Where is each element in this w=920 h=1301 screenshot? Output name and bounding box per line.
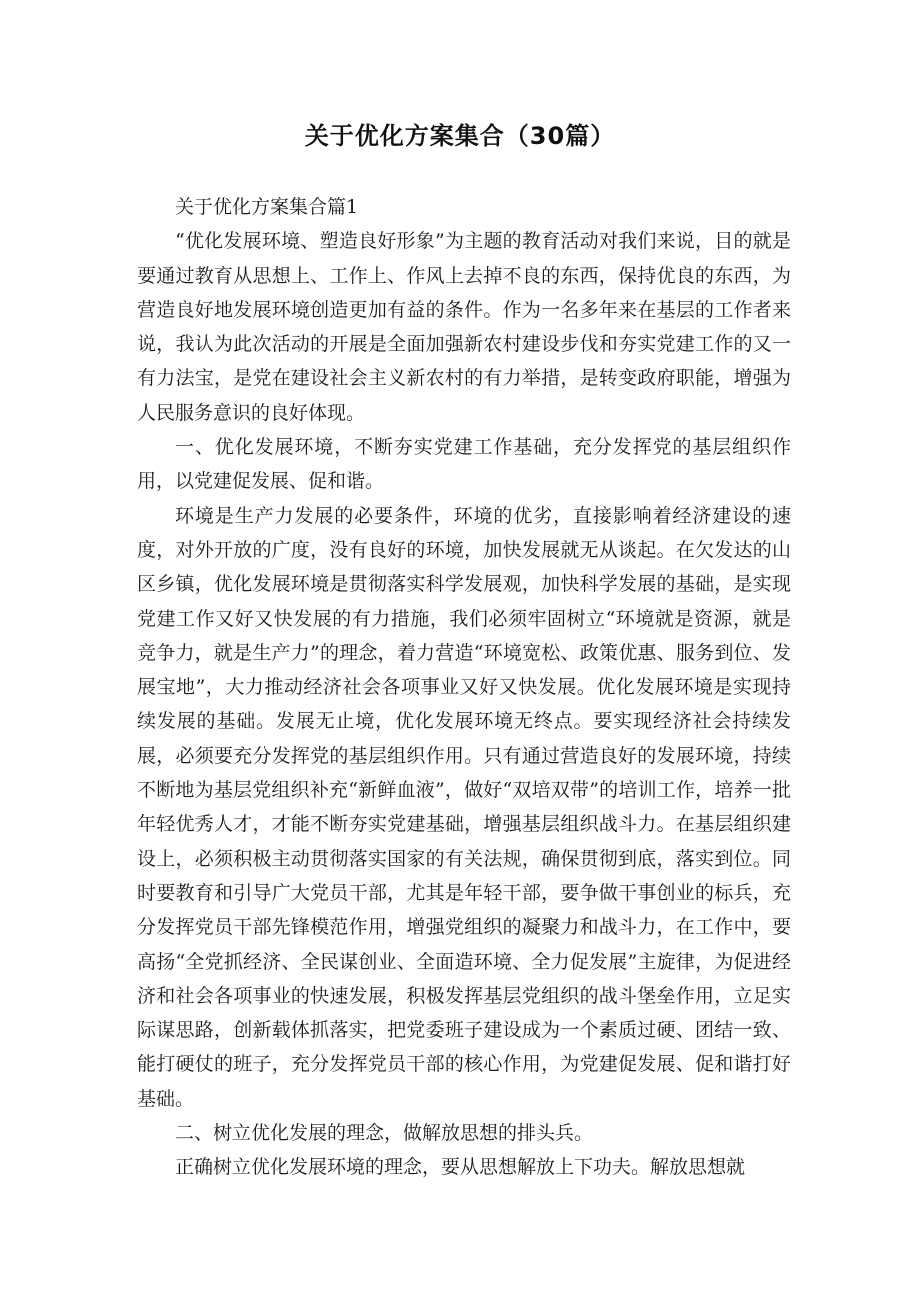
section-heading: 关于优化方案集合篇1	[175, 196, 359, 218]
document-body	[137, 190, 791, 1185]
document-title: 关于优化方案集合（30篇）	[304, 122, 616, 150]
paragraph: 环境是生产力发展的必要条件，环境的优劣，直接影响着经济建设的速度，对外开放的广度，没有良好的环境，加快发展就无从谈起。在欠发达的山区乡镇，优化发展环境是贯彻落实科学发展观，加快科学发展的基础，是实现党建工作又好又快发展的有力措施，我们必须牢固树立“环境就是资源，就是竞争力，就是生产力”的理念，着力营造“环境宽松、政策优惠、服务到位、发展宝地”，大力推动经济社会各项事业又好又快发展。优化发展环境是实现持续发展的基础。发展无止境，优化发展环境无终点。要实现经济社会持续发展，必须要充分发挥党的基层组织作用。只有通过营造良好的发展环境，持续不断地为基层党组织补充“新鲜血液”，做好“双培双带”的培训工作，培养一批年轻优秀人才，才能不断夯实党建基础，增强基层组织战斗力。在基层组织建设上，必须积极主动贯彻落实国家的有关法规，确保贯彻到底，落实到位。同时要教育和引导广大党员干部，尤其是年轻干部，要争做干事创业的标兵，充分发挥党员干部先锋模范作用，增强党组织的凝聚力和战斗力，在工作中，要高扬“全党抓经济、全民谋创业、全面造环境、全力促发展”主旋律，为促进经济和社会各项事业的快速发展，积极发挥基层党组织的战斗堡垒作用，立足实际谋思路，创新载体抓落实，把党委班子建设成为一个素质过硬、团结一致、能打硬仗的班子，充分发挥党员干部的核心作用，为党建促发展、促和谐打好基础。	[137, 504, 791, 1110]
paragraph: 正确树立优化发展环境的理念，要从思想解放上下功夫。解放思想就	[175, 1156, 746, 1179]
paragraph: “优化发展环境、塑造良好形象”为主题的教育活动对我们来说，目的就是要通过教育从思想上、工作上、作风上去掉不良的东西，保持优良的东西，为营造良好地发展环境创造更加有益的条件。作为一名多年来在基层的工作者来说，我认为此次活动的开展是全面加强新农村建设步伐和夯实党建工作的又一有力法宝，是党在建设社会主义新农村的有力举措，是转变政府职能，增强为人民服务意识的良好体现。	[137, 230, 791, 424]
paragraph: 一、优化发展环境，不断夯实党建工作基础，充分发挥党的基层组织作用，以党建促发展、促和谐。	[137, 436, 791, 493]
paragraph: 二、树立优化发展的理念，做解放思想的排头兵。	[175, 1122, 594, 1145]
